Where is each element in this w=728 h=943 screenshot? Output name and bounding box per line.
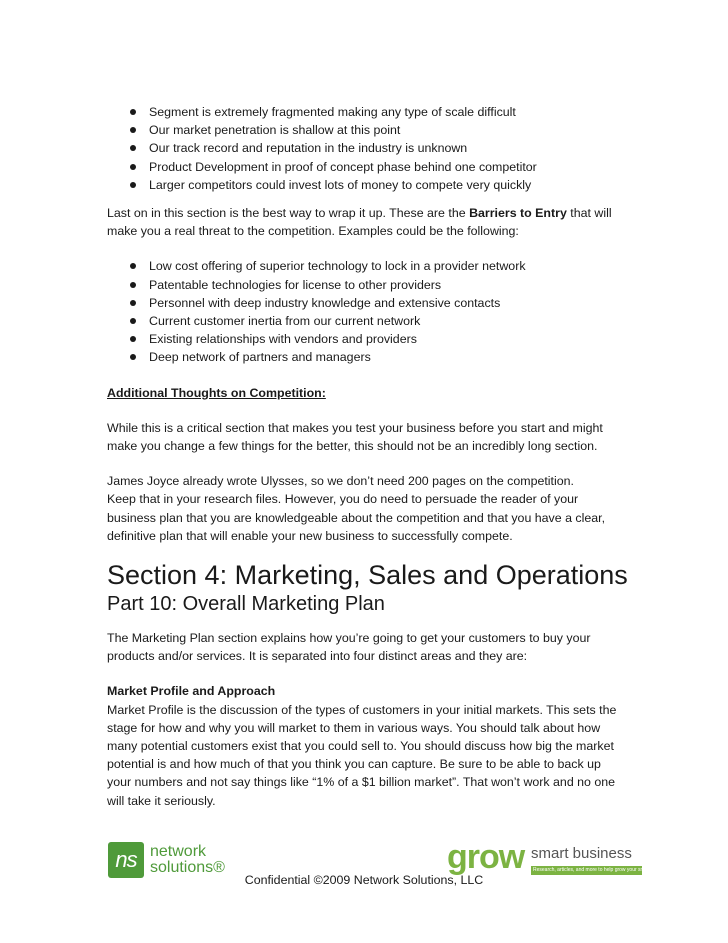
- critical-paragraph: [107, 419, 647, 455]
- paragraph-line: many potential customers exist that you could sell to. You should discuss how big the market: [107, 739, 614, 754]
- bullet-icon: [130, 318, 136, 324]
- list-item: [127, 276, 647, 294]
- paragraph-line: The Marketing Plan section explains how you’re going to get your customers to buy your: [107, 631, 591, 646]
- footer-confidential: Confidential ©2009 Network Solutions, LLC: [244, 873, 484, 887]
- paragraph-line: Market Profile is the discussion of the types of customers in your initial markets. This sets the: [107, 702, 617, 717]
- profile-paragraph: [107, 701, 647, 810]
- list-item: [127, 158, 647, 176]
- list-item: [127, 103, 647, 121]
- bullet-icon: [130, 182, 136, 188]
- paragraph-line: products and/or services. It is separated into four distinct areas and they are:: [107, 649, 528, 664]
- barriers-list: [107, 257, 647, 366]
- list-item: [127, 294, 647, 312]
- weakness-list: [107, 103, 647, 194]
- list-item-text: Personnel with deep industry knowledge and extensive contacts: [149, 295, 501, 310]
- list-item-text: Larger competitors could invest lots of money to compete very quickly: [149, 177, 532, 192]
- list-item: [127, 176, 647, 194]
- barriers-text-a: Last on in this section is the best way to wrap it up. These are the: [107, 206, 470, 221]
- paragraph-line: your numbers and not say things like “1% of a $1 billion market”. That won’t work and no one: [107, 775, 616, 790]
- ns-word-network: network: [150, 843, 207, 860]
- paragraph-line: business plan that you are knowledgeable about the competition and that you have a clear,: [107, 510, 606, 525]
- paragraph-line: James Joyce already wrote Ulysses, so we don’t need 200 pages on the competition.: [107, 474, 574, 489]
- bullet-icon: [130, 127, 136, 133]
- bullet-icon: [130, 263, 136, 269]
- joyce-paragraph: [107, 472, 647, 545]
- list-item: [127, 330, 647, 348]
- paragraph-line: potential is and how much of that you think you can capture. Be sure to be able to back up: [107, 757, 601, 772]
- list-item: [127, 121, 647, 139]
- bullet-icon: [130, 109, 136, 115]
- list-item-text: Existing relationships with vendors and providers: [149, 332, 417, 347]
- list-item: [127, 312, 647, 330]
- page-content: [107, 103, 647, 810]
- list-item-text: Low cost offering of superior technology to lock in a provider network: [149, 259, 526, 274]
- ns-mark: ns: [108, 842, 144, 878]
- paragraph-line: definitive plan that will enable your new business to successfully compete.: [107, 528, 513, 543]
- part-title: Part 10: Overall Marketing Plan: [107, 593, 385, 616]
- market-profile-heading: Market Profile and Approach: [107, 684, 276, 699]
- additional-heading: Additional Thoughts on Competition:: [107, 385, 326, 400]
- list-item: [127, 139, 647, 157]
- paragraph-line: Keep that in your research files. However, you do need to persuade the reader of your: [107, 492, 579, 507]
- paragraph-line: will take it seriously.: [107, 793, 216, 808]
- marketing-paragraph: [107, 629, 647, 665]
- barriers-paragraph: [107, 204, 647, 240]
- barriers-text-c: make you a real threat to the competition. Examples could be the following:: [107, 224, 519, 239]
- bullet-icon: [130, 300, 136, 306]
- list-item-text: Product Development in proof of concept phase behind one competitor: [149, 159, 537, 174]
- bullet-icon: [130, 336, 136, 342]
- grow-word: grow: [447, 838, 525, 876]
- list-item-text: Our track record and reputation in the industry is unknown: [149, 141, 468, 156]
- paragraph-line: make you change a few things for the better, this should not be an incredibly long section.: [107, 439, 598, 454]
- list-item-text: Current customer inertia from our current network: [149, 314, 421, 329]
- bullet-icon: [130, 354, 136, 360]
- barriers-bold: Barriers to Entry: [469, 206, 567, 221]
- bullet-icon: [130, 164, 136, 170]
- paragraph-line: stage for how and why you will market to them in various ways. You should talk about how: [107, 720, 601, 735]
- list-item-text: Segment is extremely fragmented making any type of scale difficult: [149, 105, 516, 119]
- list-item: [127, 257, 647, 275]
- bullet-icon: [130, 145, 136, 151]
- grow-smart-business-text: smart business: [531, 845, 632, 862]
- ns-word-solutions: solutions®: [150, 859, 225, 876]
- list-item-text: Patentable technologies for license to other providers: [149, 277, 442, 292]
- list-item-text: Our market penetration is shallow at this point: [149, 123, 401, 138]
- list-item: [127, 348, 647, 366]
- bullet-icon: [130, 282, 136, 288]
- section-title: Section 4: Marketing, Sales and Operations: [107, 560, 628, 591]
- list-item-text: Deep network of partners and managers: [149, 350, 371, 365]
- paragraph-line: While this is a critical section that makes you test your business before you start and might: [107, 420, 603, 435]
- barriers-text-b: that will: [566, 206, 612, 221]
- grow-tagline: Research, articles, and more to help grow your small business: [533, 867, 671, 873]
